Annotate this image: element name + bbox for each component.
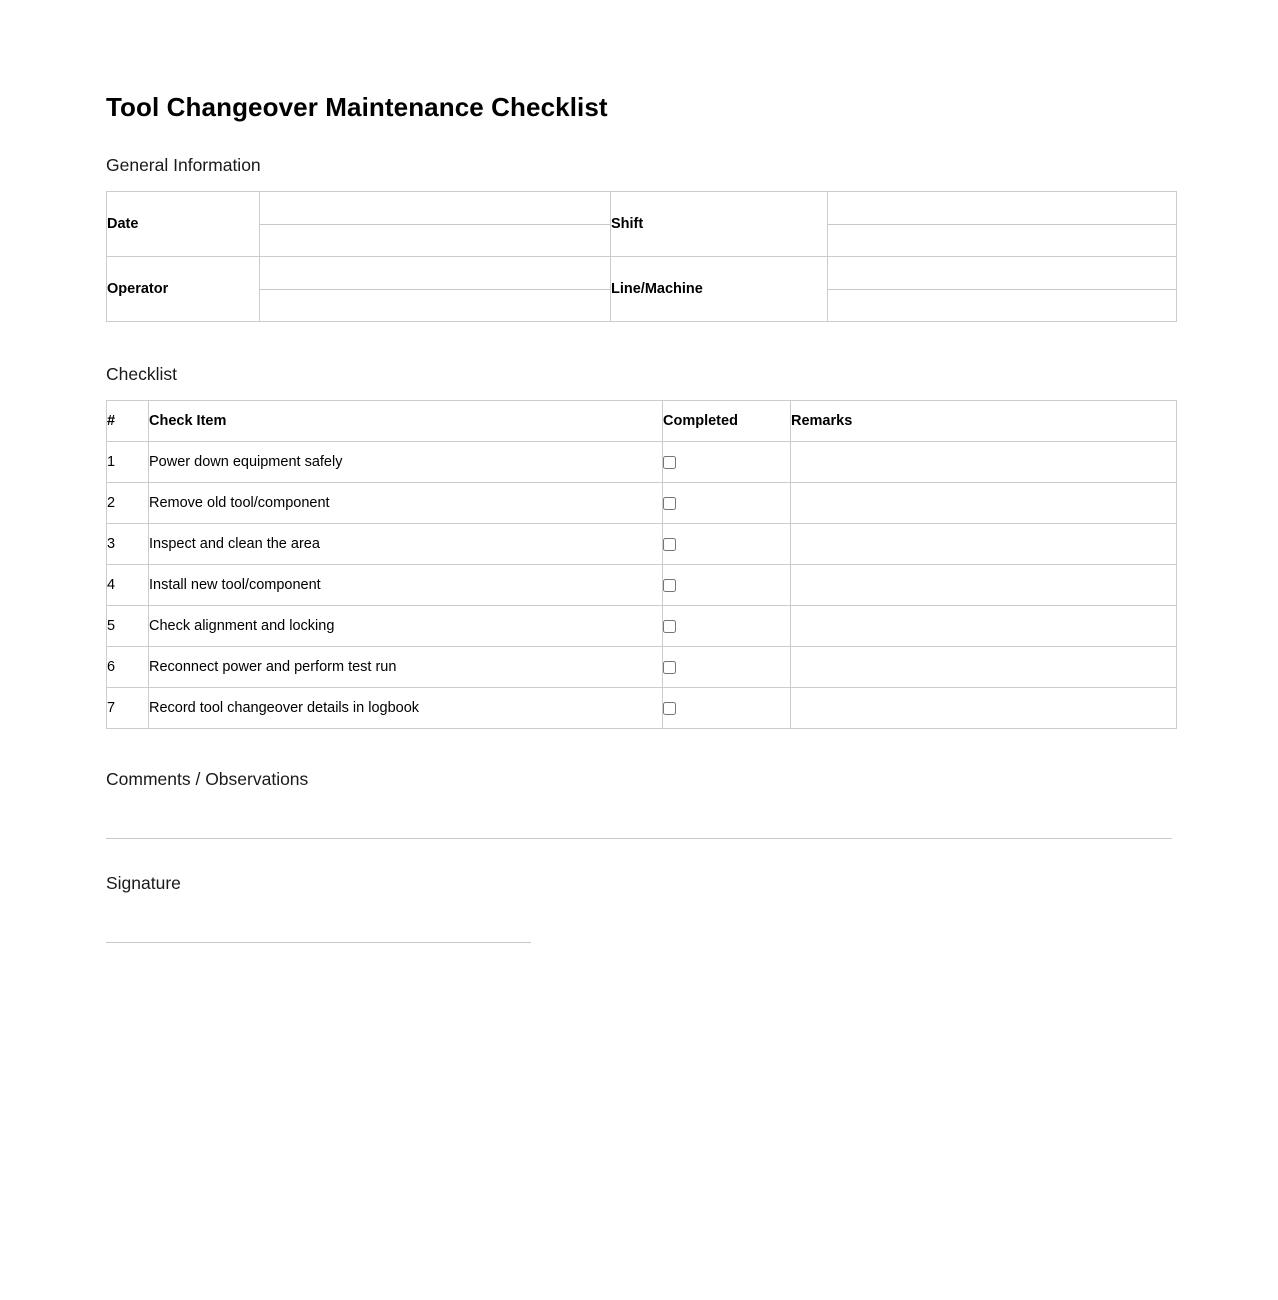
field-input-shift[interactable]: [828, 192, 1177, 257]
remarks-cell[interactable]: [791, 646, 1177, 687]
signature-write-line[interactable]: [106, 941, 531, 943]
signature-heading: Signature: [106, 872, 181, 893]
check-item-label: Power down equipment safely: [149, 441, 663, 482]
remarks-cell[interactable]: [791, 687, 1177, 728]
checklist-table-body: [107, 441, 1177, 728]
row-number: 3: [107, 523, 149, 564]
check-item-label: Inspect and clean the area: [149, 523, 663, 564]
date-fill-line: [260, 223, 610, 225]
checkbox-completed[interactable]: [663, 497, 676, 510]
field-label-operator: Operator: [107, 257, 260, 322]
checklist-heading: Checklist: [106, 364, 177, 385]
table-row: [107, 564, 1177, 605]
signature-section: [106, 873, 1172, 943]
column-header-check-item: Check Item: [149, 400, 663, 441]
row-number: 4: [107, 564, 149, 605]
row-number: 7: [107, 687, 149, 728]
table-header-row: [107, 400, 1177, 441]
completed-cell[interactable]: [663, 523, 791, 564]
general-information-heading: General Information: [106, 155, 261, 176]
row-number: 1: [107, 441, 149, 482]
field-label-line-machine: Line/Machine: [611, 257, 828, 322]
remarks-cell[interactable]: [791, 482, 1177, 523]
column-header-completed: Completed: [663, 400, 791, 441]
checkbox-completed[interactable]: [663, 538, 676, 551]
check-item-label: Reconnect power and perform test run: [149, 646, 663, 687]
comments-section: [106, 769, 1172, 839]
row-number: 5: [107, 605, 149, 646]
table-row: [107, 257, 1177, 322]
checkbox-completed[interactable]: [663, 456, 676, 469]
table-row: [107, 687, 1177, 728]
completed-cell[interactable]: [663, 441, 791, 482]
operator-fill-line: [260, 288, 610, 290]
remarks-cell[interactable]: [791, 605, 1177, 646]
general-information-table: [106, 191, 1177, 322]
shift-fill-line: [828, 223, 1176, 225]
check-item-label: Install new tool/component: [149, 564, 663, 605]
field-input-line-machine[interactable]: [828, 257, 1177, 322]
completed-cell[interactable]: [663, 687, 791, 728]
checkbox-completed[interactable]: [663, 702, 676, 715]
row-number: 6: [107, 646, 149, 687]
line-machine-fill-line: [828, 288, 1176, 290]
check-item-label: Record tool changeover details in logbook: [149, 687, 663, 728]
table-row: [107, 523, 1177, 564]
table-row: [107, 646, 1177, 687]
remarks-cell[interactable]: [791, 523, 1177, 564]
table-row: [107, 482, 1177, 523]
comments-write-line[interactable]: [106, 837, 1172, 839]
page-title: Tool Changeover Maintenance Checklist: [106, 92, 608, 122]
completed-cell[interactable]: [663, 605, 791, 646]
completed-cell[interactable]: [663, 646, 791, 687]
table-row: [107, 192, 1177, 257]
table-row: [107, 605, 1177, 646]
column-header-number: #: [107, 400, 149, 441]
checklist-table: [106, 400, 1177, 729]
field-input-operator[interactable]: [260, 257, 611, 322]
field-label-shift: Shift: [611, 192, 828, 257]
field-label-date: Date: [107, 192, 260, 257]
row-number: 2: [107, 482, 149, 523]
check-item-label: Remove old tool/component: [149, 482, 663, 523]
check-item-label: Check alignment and locking: [149, 605, 663, 646]
checkbox-completed[interactable]: [663, 579, 676, 592]
comments-heading: Comments / Observations: [106, 768, 309, 789]
completed-cell[interactable]: [663, 482, 791, 523]
field-input-date[interactable]: [260, 192, 611, 257]
remarks-cell[interactable]: [791, 441, 1177, 482]
checkbox-completed[interactable]: [663, 620, 676, 633]
table-row: [107, 441, 1177, 482]
column-header-remarks: Remarks: [791, 400, 1177, 441]
remarks-cell[interactable]: [791, 564, 1177, 605]
checkbox-completed[interactable]: [663, 661, 676, 674]
completed-cell[interactable]: [663, 564, 791, 605]
